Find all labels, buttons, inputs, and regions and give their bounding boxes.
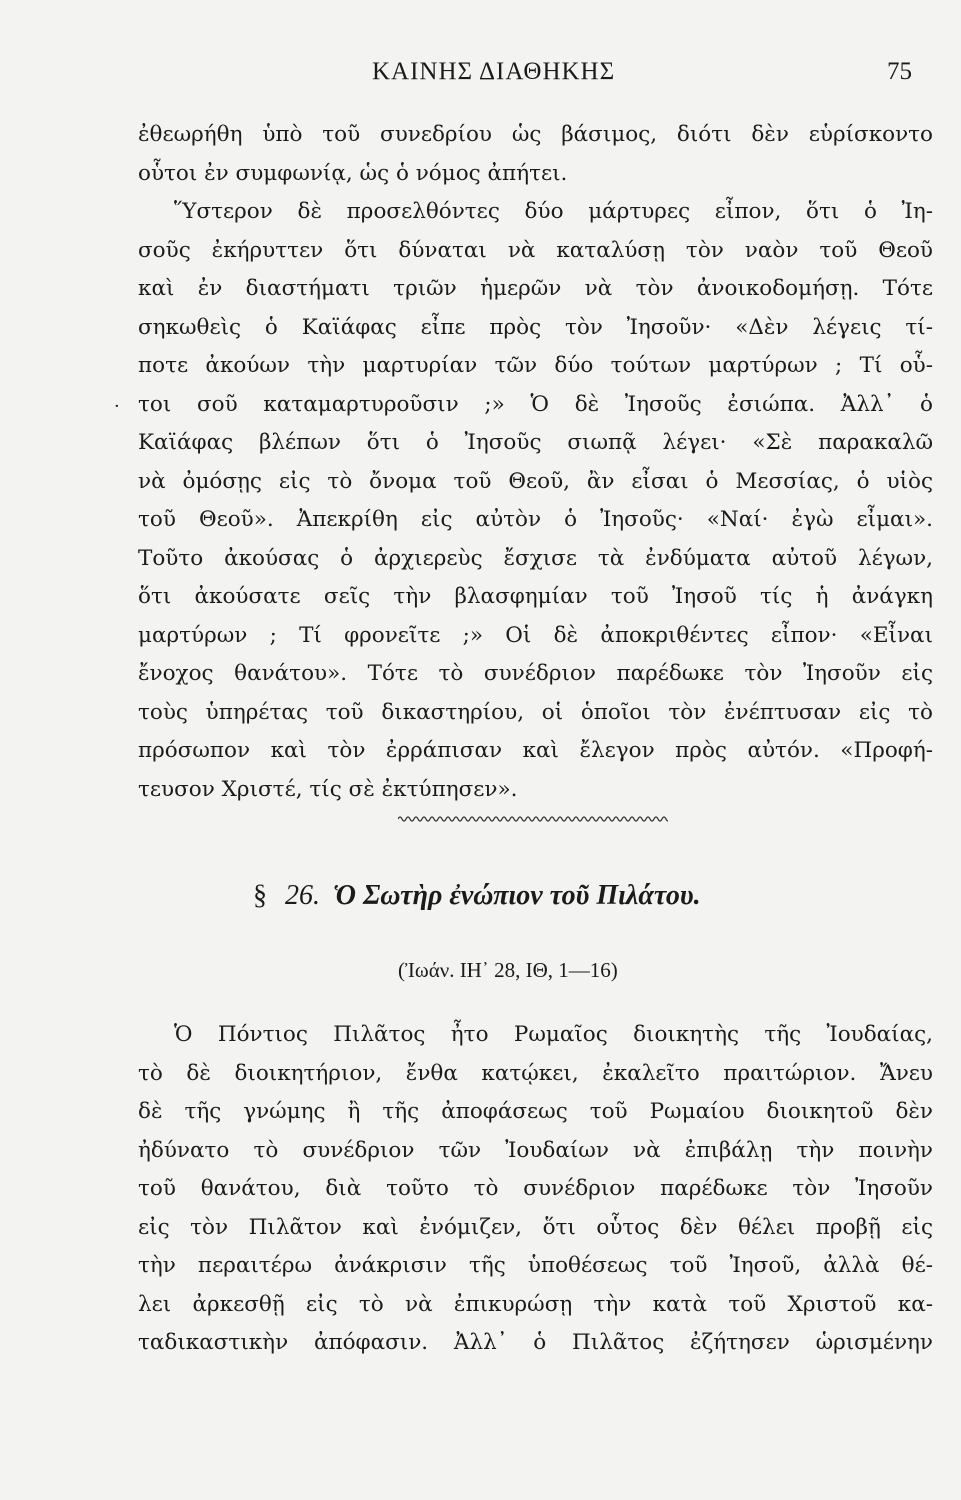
text-line: Ὕστερον δὲ προσελθόντες δύο μάρτυρες εἶπον, ὅτι ὁ Ἰη- — [174, 199, 933, 224]
text-line: καὶ ἐν διαστήματι τριῶν ἡμερῶν νὰ τὸν ἀνοικοδομήσῃ. Τότε — [138, 276, 933, 301]
text-line: εἰς τὸν Πιλᾶτον καὶ ἐνόμιζεν, ὅτι οὗτος δὲν θέλει προβῇ εἰς — [138, 1214, 933, 1240]
text-line: πρόσωπον καὶ τὸν ἐρράπισαν καὶ ἔλεγον πρὸς αὐτόν. «Προφή- — [138, 738, 933, 763]
text-line: ποτε ἀκούων τὴν μαρτυρίαν τῶν δύο τούτων μαρτύρων ; Τί οὗ- — [138, 353, 933, 378]
text-line: ὅτι ἀκούσατε σεῖς τὴν βλασφημίαν τοῦ Ἰησοῦ τίς ἡ ἀνάγκη — [138, 584, 933, 609]
paragraph-pilate — [138, 1016, 933, 1363]
text-line: ταδικαστικὴν ἀπόφασιν. Ἀλλ᾽ ὁ Πιλᾶτος ἐζήτησεν ὡρισμένην — [138, 1330, 933, 1355]
section-sign: § — [253, 880, 267, 911]
text-line: δὲ τῆς γνώμης ἢ τῆς ἀποφάσεως τοῦ Ρωμαίου διοικητοῦ δὲν — [138, 1099, 933, 1124]
text-line: μαρτύρων ; Τί φρονεῖτε ;» Οἱ δὲ ἀποκριθέντες εἶπον· «Εἶναι — [138, 622, 933, 648]
text-line: Καϊάφας βλέπων ὅτι ὁ Ἰησοῦς σιωπᾷ λέγει· «Σὲ παρακαλῶ — [138, 430, 933, 455]
text-line: σοῦς ἐκήρυττεν ὅτι δύναται νὰ καταλύσῃ τὸν ναὸν τοῦ Θεοῦ — [138, 237, 933, 263]
text-line: νὰ ὀμόσῃς εἰς τὸ ὄνομα τοῦ Θεοῦ, ἂν εἶσαι ὁ Μεσσίας, ὁ υἱὸς — [138, 468, 933, 494]
running-head — [0, 58, 961, 92]
section-number: 26. — [285, 880, 320, 911]
text-line: τευσον Χριστέ, τίς σὲ ἐκτύπησεν». — [138, 776, 518, 802]
text-line: Ὁ Πόντιος Πιλᾶτος ἦτο Ρωμαῖος διοικητὴς τῆς Ἰουδαίας, — [174, 1022, 933, 1047]
text-line: ἠδύνατο τὸ συνέδριον τῶν Ἰουδαίων νὰ ἐπιβάλῃ τὴν ποινὴν — [138, 1137, 933, 1163]
text-line: τοῦ θανάτου, διὰ τοῦτο τὸ συνέδριον παρέδωκε τὸν Ἰησοῦν — [138, 1176, 933, 1201]
scripture-reference: (Ἰωάν. ΙΗ᾽ 28, ΙΘ, 1—16) — [398, 958, 618, 982]
section-title: Ὁ Σωτὴρ ἐνώπιον τοῦ Πιλάτου. — [333, 880, 701, 911]
paragraph-continuation — [138, 116, 933, 193]
text-line: τοι σοῦ καταμαρτυροῦσιν ;» Ὁ δὲ Ἰησοῦς ἐσιώπα. Ἀλλ᾽ ὁ — [138, 391, 933, 417]
section-heading — [0, 880, 961, 920]
text-line: ἐθεωρήθη ὑπὸ τοῦ συνεδρίου ὡς βάσιμος, διότι δὲν εὑρίσκοντο — [138, 122, 933, 147]
text-line: Τοῦτο ἀκούσας ὁ ἀρχιερεὺς ἔσχισε τὰ ἐνδύματα αὐτοῦ λέγων, — [138, 545, 933, 571]
wavy-divider — [398, 812, 668, 826]
text-line: τὸ δὲ διοικητήριον, ἔνθα κατῴκει, ἐκαλεῖτο πραιτώριον. Ἄνευ — [138, 1060, 933, 1086]
text-line: τοῦ Θεοῦ». Ἀπεκρίθη εἰς αὐτὸν ὁ Ἰησοῦς· «Ναί· ἐγὼ εἶμαι». — [138, 507, 933, 532]
text-line: οὗτοι ἐν συμφωνίᾳ, ὡς ὁ νόμος ἀπήτει. — [138, 160, 568, 186]
text-line: ἔνοχος θανάτου». Τότε τὸ συνέδριον παρέδωκε τὸν Ἰησοῦν εἰς — [138, 661, 933, 686]
page-number: 75 — [887, 58, 912, 85]
text-line: σηκωθεὶς ὁ Καϊάφας εἶπε πρὸς τὸν Ἰησοῦν· «Δὲν λέγεις τί- — [138, 314, 933, 340]
text-line: τὴν περαιτέρω ἀνάκρισιν τῆς ὑποθέσεως τοῦ Ἰησοῦ, ἀλλὰ θέ- — [138, 1253, 933, 1278]
running-title: ΚΑΙΝΗΣ ΔΙΑΘΗΚΗΣ — [372, 58, 616, 85]
margin-mark: · — [114, 396, 120, 417]
text-line: τοὺς ὑπηρέτας τοῦ δικαστηρίου, οἱ ὁποῖοι τὸν ἐνέπτυσαν εἰς τὸ — [138, 699, 933, 725]
text-line: λει ἀρκεσθῇ εἰς τὸ νὰ ἐπικυρώσῃ τὴν κατὰ τοῦ Χριστοῦ κα- — [138, 1291, 933, 1317]
paragraph-testimony — [138, 193, 933, 809]
